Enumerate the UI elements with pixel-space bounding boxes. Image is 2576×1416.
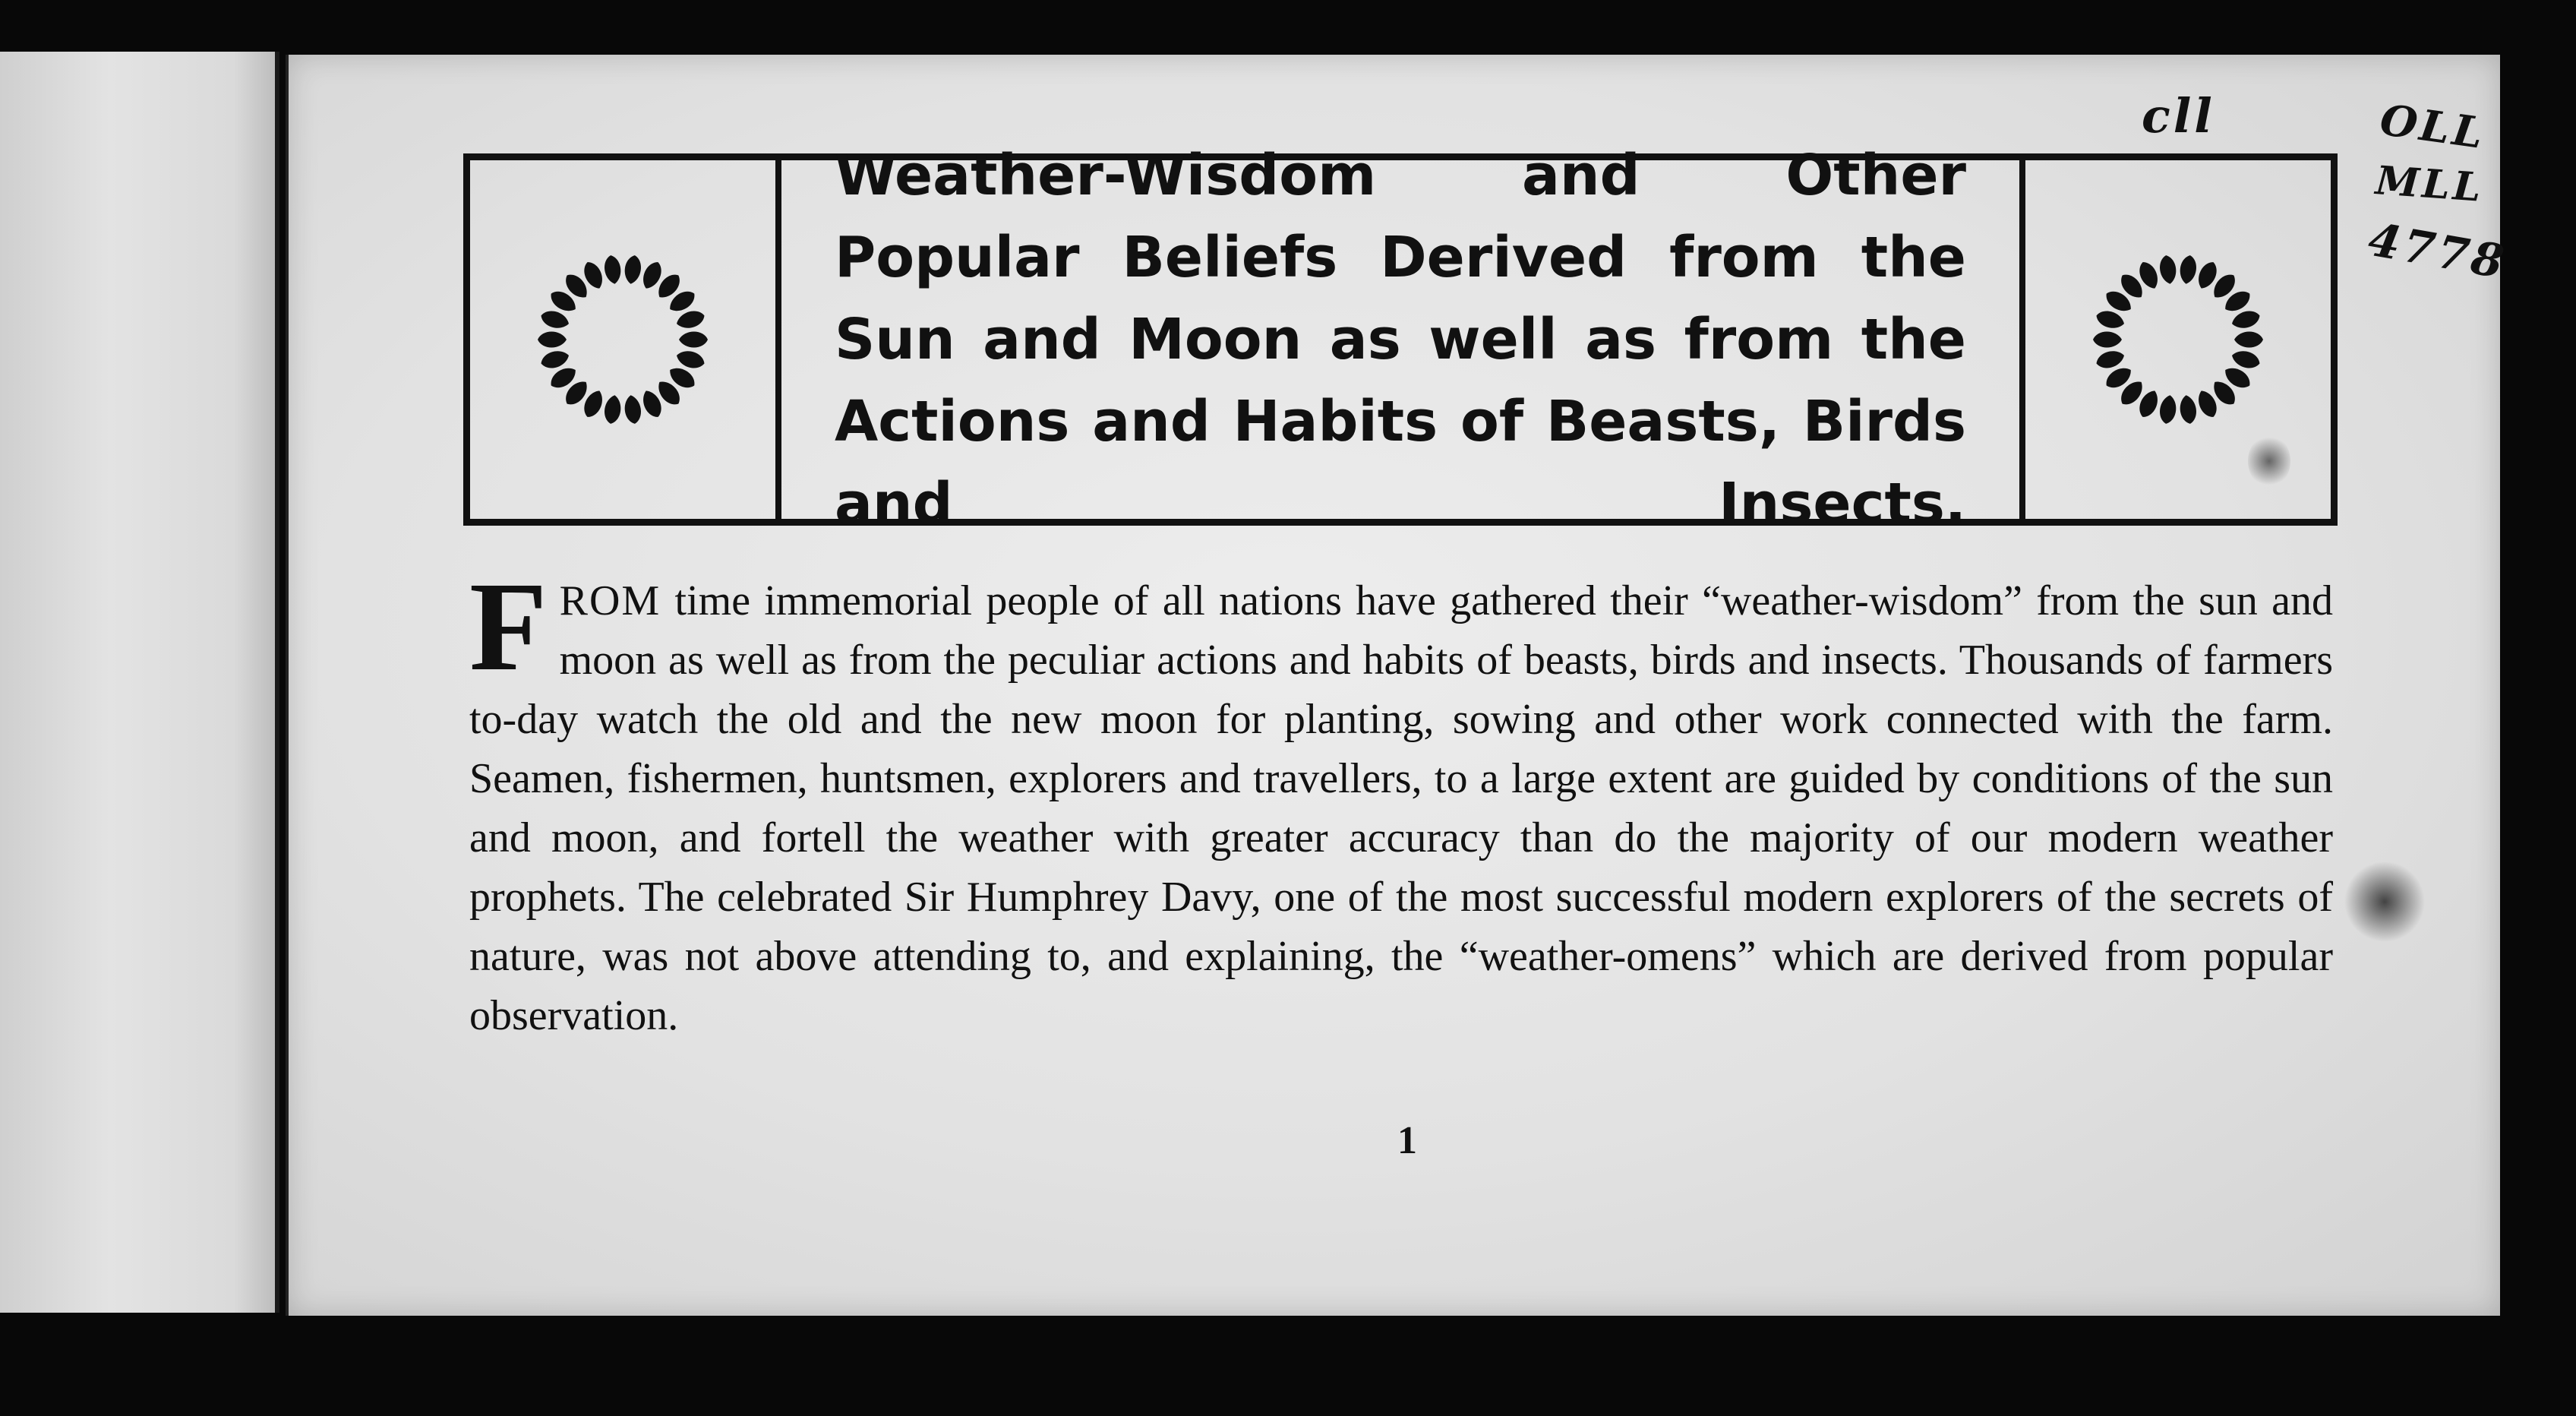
wreath-leaf: [623, 254, 642, 286]
banner-left-panel: [470, 160, 781, 519]
page-title: Weather-Wisdom and Other Popular Beliefs Derived from the Sun and Moon as well as from the Actions and Habits of Beasts, Birds and Insects.: [835, 143, 1966, 536]
handwritten-note: MLL: [2374, 157, 2486, 211]
wreath-leaf: [2234, 332, 2263, 348]
wreath-leaf: [674, 348, 706, 371]
facing-page: [0, 52, 279, 1313]
title-banner: [463, 143, 2338, 536]
drop-cap: F: [469, 556, 548, 697]
wreath-leaf: [2230, 308, 2262, 331]
wreath-leaf: [2095, 348, 2126, 371]
document-page: [286, 55, 2511, 1316]
banner-title-panel: [781, 143, 2019, 536]
laurel-wreath-icon: [2087, 248, 2269, 431]
wreath-leaf: [539, 308, 571, 331]
wreath-leaf: [2178, 394, 2198, 425]
wreath-leaf: [2178, 254, 2198, 286]
body-paragraph: [469, 556, 2333, 1045]
laurel-wreath-icon: [532, 248, 714, 431]
paragraph-text: time immemorial people of all nations have gathered their “weather-wisdom” from the sun and moon as well as from the peculiar actions and habits of beasts, birds and insects. Thousands of farmers to-day watch the old and the new moon for planting, sowing and other work connected with the farm. Seamen, fishermen, huntsmen, explorers and travellers, to a large extent are guided by conditions of the sun and moon, and fortell the weather with greater accuracy than do the majority of our modern weather prophets. The celebrated Sir Humphrey Davy, one of the most successful modern explorers of the secrets of nature, was not above attending to, and explaining, the “weather-omens” which are derived from popular observation.: [469, 577, 2333, 1039]
wreath-leaf: [603, 394, 623, 425]
wreath-leaf: [674, 308, 706, 331]
wreath-leaf: [2230, 348, 2262, 371]
wreath-leaf: [2095, 308, 2126, 331]
handwritten-note: 4778: [2364, 213, 2511, 290]
wreath-leaf: [623, 394, 642, 425]
handwritten-note: OLL: [2377, 94, 2489, 160]
wreath-leaf: [2093, 332, 2122, 348]
handwritten-note: cll: [2142, 88, 2215, 144]
wreath-leaf: [539, 348, 571, 371]
banner-right-panel: [2019, 160, 2331, 519]
wreath-leaf: [2158, 254, 2178, 286]
opening-word: ROM: [559, 577, 661, 624]
wreath-leaf: [603, 254, 623, 286]
stain-mark: [2343, 860, 2426, 943]
wreath-leaf: [538, 332, 567, 348]
wreath-leaf: [2158, 394, 2178, 425]
wreath-leaf: [679, 332, 708, 348]
page-number: 1: [1397, 1119, 1417, 1162]
